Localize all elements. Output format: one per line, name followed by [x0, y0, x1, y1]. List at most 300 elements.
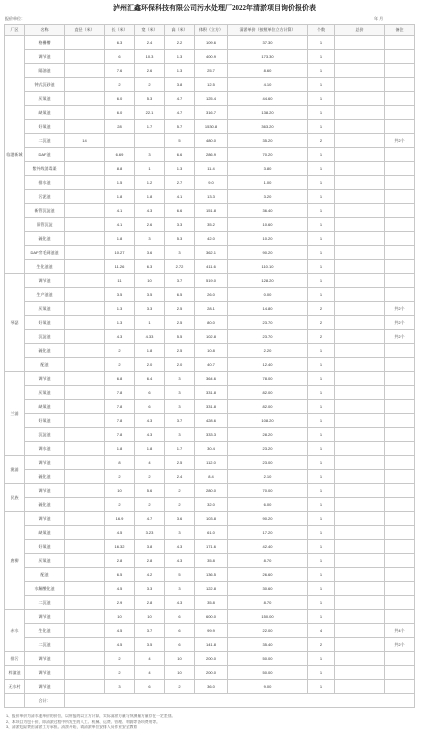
tank-name-cell: 生化池池: [25, 260, 65, 274]
value-cell[interactable]: 44.60: [228, 92, 308, 106]
total-price-cell[interactable]: [335, 582, 385, 596]
value-cell: 3: [135, 148, 165, 162]
total-price-cell[interactable]: [335, 470, 385, 484]
value-cell: [385, 442, 415, 456]
value-cell: 1: [308, 344, 335, 358]
value-cell[interactable]: 108.20: [228, 414, 308, 428]
value-cell: 2.5: [165, 456, 195, 470]
value-cell: [385, 260, 415, 274]
value-cell[interactable]: 90.20: [228, 512, 308, 526]
value-cell: [385, 64, 415, 78]
value-cell: [385, 120, 415, 134]
value-cell: 6: [135, 680, 165, 694]
value-cell: [385, 526, 415, 540]
total-price-cell[interactable]: [335, 666, 385, 680]
value-cell[interactable]: 12.40: [228, 358, 308, 372]
value-cell: 1.3: [165, 64, 195, 78]
table-row: [5, 176, 415, 190]
total-price-cell[interactable]: [335, 218, 385, 232]
value-cell: 3: [165, 400, 195, 414]
tank-name-cell: 二沉池: [25, 596, 65, 610]
value-cell: 11.26: [105, 260, 135, 274]
value-cell[interactable]: 82.00: [228, 400, 308, 414]
value-cell: 1: [308, 274, 335, 288]
value-cell: 9.0: [195, 176, 228, 190]
value-cell: [385, 428, 415, 442]
value-cell: 103.8: [195, 512, 228, 526]
value-cell: 4.3: [165, 554, 195, 568]
value-cell[interactable]: 3.20: [228, 190, 308, 204]
total-price-cell[interactable]: [335, 232, 385, 246]
value-cell: [65, 330, 105, 344]
value-cell: 1.8: [105, 442, 135, 456]
value-cell: 10.8: [195, 344, 228, 358]
value-cell: [65, 148, 105, 162]
value-cell[interactable]: 8.60: [228, 64, 308, 78]
table-row: [5, 260, 415, 274]
table-row: [5, 134, 415, 148]
value-cell[interactable]: 82.00: [228, 386, 308, 400]
value-cell: 1530.8: [195, 120, 228, 134]
value-cell[interactable]: 30.60: [228, 582, 308, 596]
value-cell: 1.2: [135, 176, 165, 190]
value-cell: 2.5: [165, 302, 195, 316]
total-price-cell[interactable]: [335, 484, 385, 498]
value-cell: 3.5: [135, 638, 165, 652]
total-price-cell[interactable]: [335, 414, 385, 428]
value-cell: 3.23: [135, 526, 165, 540]
tank-name-cell: 调节池: [25, 372, 65, 386]
value-cell: 6.5: [105, 568, 135, 582]
total-price-cell[interactable]: [335, 106, 385, 120]
value-cell[interactable]: 4.10: [228, 78, 308, 92]
value-cell: 4: [135, 456, 165, 470]
value-cell[interactable]: 363.20: [228, 120, 308, 134]
value-cell: 3.5: [105, 288, 135, 302]
value-cell[interactable]: 138.20: [228, 106, 308, 120]
total-price-cell[interactable]: [335, 610, 385, 624]
value-cell: [65, 582, 105, 596]
value-cell: 1: [308, 680, 335, 694]
table-row: [5, 442, 415, 456]
total-price-cell[interactable]: [335, 176, 385, 190]
value-cell[interactable]: 8.70: [228, 596, 308, 610]
column-header: 厂区: [5, 25, 25, 36]
value-cell: [65, 568, 105, 582]
value-cell: 2.0: [135, 358, 165, 372]
value-cell: 1: [308, 36, 335, 50]
value-cell: 7.8: [105, 386, 135, 400]
value-cell: 6.3: [135, 260, 165, 274]
value-cell[interactable]: 9.00: [228, 680, 308, 694]
value-cell[interactable]: 17.20: [228, 526, 308, 540]
value-cell[interactable]: 23.20: [228, 442, 308, 456]
value-cell: [65, 414, 105, 428]
value-cell: 1.7: [135, 120, 165, 134]
total-price-cell[interactable]: [335, 680, 385, 694]
plant-area-cell: 唐柳: [5, 512, 25, 610]
value-cell: 1: [135, 316, 165, 330]
total-price-cell[interactable]: [335, 638, 385, 652]
tank-name-cell: 调节池: [25, 512, 65, 526]
value-cell[interactable]: 35.40: [228, 638, 308, 652]
quote-table: [4, 24, 415, 708]
total-price-cell[interactable]: [335, 386, 385, 400]
value-cell: 12.5: [195, 78, 228, 92]
value-cell[interactable]: 3.80: [228, 162, 308, 176]
value-cell[interactable]: 23.00: [228, 456, 308, 470]
table-row: [5, 274, 415, 288]
value-cell: [65, 316, 105, 330]
value-cell: 1: [308, 148, 335, 162]
tank-name-cell: 水解酸化池: [25, 582, 65, 596]
value-cell[interactable]: 22.00: [228, 624, 308, 638]
value-cell: 1: [308, 120, 335, 134]
value-cell: 3.8: [135, 540, 165, 554]
value-cell: 10.3: [135, 50, 165, 64]
value-cell: 5: [165, 134, 195, 148]
tank-name-cell: 配池: [25, 358, 65, 372]
table-row: [5, 470, 415, 484]
table-row: [5, 288, 415, 302]
value-cell: 2: [308, 330, 335, 344]
value-cell[interactable]: 37.30: [228, 36, 308, 50]
table-row: [5, 414, 415, 428]
value-cell: 2.8: [105, 554, 135, 568]
total-price-cell[interactable]: [335, 204, 385, 218]
value-cell: 2.5: [165, 316, 195, 330]
table-row: [5, 428, 415, 442]
value-cell[interactable]: 90.20: [228, 246, 308, 260]
value-cell: 4.3: [105, 330, 135, 344]
tank-name-cell: 调节池: [25, 652, 65, 666]
value-cell[interactable]: 2.20: [228, 344, 308, 358]
value-cell: [385, 610, 415, 624]
table-row: [5, 386, 415, 400]
value-cell[interactable]: 10.60: [228, 218, 308, 232]
value-cell[interactable]: 128.20: [228, 274, 308, 288]
value-cell: 1: [308, 568, 335, 582]
value-cell: 4.3: [165, 540, 195, 554]
value-cell: 2: [105, 344, 135, 358]
value-cell: 99.9: [195, 624, 228, 638]
tank-name-cell: 硫化池: [25, 470, 65, 484]
total-price-cell[interactable]: [335, 568, 385, 582]
total-price-cell[interactable]: [335, 372, 385, 386]
column-header: 备注: [385, 25, 415, 36]
value-cell: 2.4: [135, 36, 165, 50]
value-cell: 35.8: [195, 554, 228, 568]
tank-name-cell: 好氧池: [25, 414, 65, 428]
value-cell[interactable]: 35.20: [228, 134, 308, 148]
value-cell: [65, 92, 105, 106]
table-row: [5, 652, 415, 666]
total-price-cell[interactable]: [335, 134, 385, 148]
value-cell: 1: [308, 288, 335, 302]
value-cell: 4.7: [135, 512, 165, 526]
total-value-cell[interactable]: [65, 694, 415, 708]
value-cell[interactable]: 173.30: [228, 50, 308, 64]
value-cell[interactable]: 10.20: [228, 232, 308, 246]
total-price-cell[interactable]: [335, 260, 385, 274]
total-price-cell[interactable]: [335, 162, 385, 176]
value-cell[interactable]: 23.70: [228, 330, 308, 344]
total-price-cell[interactable]: [335, 498, 385, 512]
total-price-cell[interactable]: [335, 526, 385, 540]
value-cell: 3: [165, 526, 195, 540]
value-cell: 1: [135, 162, 165, 176]
plant-area-cell: 排污: [5, 652, 25, 666]
tank-name-cell: 缺氧池: [25, 526, 65, 540]
value-cell: 286.9: [195, 148, 228, 162]
value-cell: 280.0: [195, 484, 228, 498]
plant-area-cell: 无水村: [5, 680, 25, 694]
value-cell: 共2个: [385, 302, 415, 316]
value-cell[interactable]: 1.00: [228, 176, 308, 190]
value-cell[interactable]: 70.00: [228, 484, 308, 498]
total-price-cell[interactable]: [335, 50, 385, 64]
total-price-cell[interactable]: [335, 358, 385, 372]
total-price-cell[interactable]: [335, 512, 385, 526]
tank-name-cell: 调节池: [25, 50, 65, 64]
column-header: 体积（立方）: [195, 25, 228, 36]
value-cell[interactable]: 110.10: [228, 260, 308, 274]
tank-name-cell: 好氧池: [25, 120, 65, 134]
total-price-cell[interactable]: [335, 302, 385, 316]
value-cell: [385, 50, 415, 64]
value-cell: 10: [135, 274, 165, 288]
value-cell: 1: [308, 400, 335, 414]
value-cell[interactable]: 0.00: [228, 288, 308, 302]
table-row: [5, 554, 415, 568]
value-cell: [65, 526, 105, 540]
value-cell: [385, 554, 415, 568]
total-price-cell[interactable]: [335, 288, 385, 302]
total-price-cell[interactable]: [335, 344, 385, 358]
value-cell: 4.5: [105, 582, 135, 596]
value-cell: 1: [308, 386, 335, 400]
total-price-cell[interactable]: [335, 64, 385, 78]
date-label: 年 月: [374, 16, 384, 21]
value-cell: 1.8: [135, 344, 165, 358]
value-cell: 3.3: [135, 302, 165, 316]
total-price-cell[interactable]: [335, 92, 385, 106]
value-cell: 2.72: [165, 260, 195, 274]
total-price-cell[interactable]: [335, 78, 385, 92]
tank-name-cell: 沉淀池: [25, 428, 65, 442]
table-row: [5, 50, 415, 64]
value-cell: [65, 428, 105, 442]
table-row: [5, 484, 415, 498]
value-cell: [385, 344, 415, 358]
value-cell: 6: [165, 624, 195, 638]
table-row: [5, 400, 415, 414]
value-cell: [385, 652, 415, 666]
value-cell[interactable]: 14.80: [228, 302, 308, 316]
tank-name-cell: 新管沉淀池: [25, 204, 65, 218]
value-cell: 36.0: [195, 680, 228, 694]
value-cell: 2.9: [105, 596, 135, 610]
value-cell[interactable]: 70.20: [228, 148, 308, 162]
value-cell: [385, 540, 415, 554]
value-cell: [385, 78, 415, 92]
value-cell: 1: [308, 442, 335, 456]
value-cell: [385, 568, 415, 582]
total-price-cell[interactable]: [335, 442, 385, 456]
value-cell: 1: [308, 484, 335, 498]
tank-name-cell: 调节池: [25, 610, 65, 624]
value-cell: [65, 358, 105, 372]
value-cell[interactable]: 150.00: [228, 610, 308, 624]
plant-area-cell: 琴瑟: [5, 274, 25, 372]
table-row: [5, 512, 415, 526]
value-cell: 16.32: [105, 540, 135, 554]
quoting-unit-label: 报价单位：: [5, 16, 25, 21]
total-price-cell[interactable]: [335, 330, 385, 344]
value-cell[interactable]: 2.10: [228, 470, 308, 484]
tank-name-cell: 调节池: [25, 456, 65, 470]
value-cell: 3: [165, 428, 195, 442]
table-row: [5, 78, 415, 92]
value-cell: [385, 512, 415, 526]
value-cell: [385, 274, 415, 288]
value-cell: [135, 134, 165, 148]
total-blank-cell: [5, 694, 25, 708]
value-cell: [385, 106, 415, 120]
value-cell: [65, 50, 105, 64]
total-price-cell[interactable]: [335, 246, 385, 260]
value-cell: 600.0: [195, 610, 228, 624]
value-cell: [65, 512, 105, 526]
value-cell: 6: [135, 400, 165, 414]
value-cell: 6.3: [105, 36, 135, 50]
value-cell: 109.6: [195, 36, 228, 50]
value-cell[interactable]: 8.70: [228, 554, 308, 568]
value-cell[interactable]: 23.70: [228, 316, 308, 330]
tank-name-cell: 调节池: [25, 484, 65, 498]
value-cell: 6: [165, 610, 195, 624]
total-price-cell[interactable]: [335, 148, 385, 162]
value-cell: 2: [308, 134, 335, 148]
total-price-cell[interactable]: [335, 400, 385, 414]
value-cell: 4.1: [105, 218, 135, 232]
total-price-cell[interactable]: [335, 554, 385, 568]
value-cell: [65, 36, 105, 50]
value-cell[interactable]: 28.20: [228, 428, 308, 442]
value-cell: 136.5: [195, 568, 228, 582]
total-price-cell[interactable]: [335, 36, 385, 50]
value-cell[interactable]: 78.00: [228, 372, 308, 386]
value-cell[interactable]: 6.00: [228, 498, 308, 512]
tank-name-cell: DAF旁毛网池池: [25, 246, 65, 260]
total-price-cell[interactable]: [335, 316, 385, 330]
total-price-cell[interactable]: [335, 596, 385, 610]
value-cell: 11.4: [195, 162, 228, 176]
value-cell: 362.1: [195, 246, 228, 260]
value-cell[interactable]: 42.40: [228, 540, 308, 554]
value-cell: 2: [105, 470, 135, 484]
value-cell: [65, 666, 105, 680]
value-cell[interactable]: 36.40: [228, 204, 308, 218]
value-cell: 2.8: [135, 554, 165, 568]
total-price-cell[interactable]: [335, 428, 385, 442]
value-cell: 3: [105, 680, 135, 694]
value-cell: [385, 148, 415, 162]
value-cell: [105, 134, 135, 148]
table-row: [5, 526, 415, 540]
value-cell: [385, 484, 415, 498]
note-line: 1、报价单价为清水池单价的价位，以所报的以立方计算，实际清淤方量与须测量方量存在一定差别。: [6, 714, 176, 718]
total-price-cell[interactable]: [335, 456, 385, 470]
value-cell: 1: [308, 610, 335, 624]
tank-name-cell: 厌氧池: [25, 92, 65, 106]
value-cell: [65, 232, 105, 246]
table-row: [5, 120, 415, 134]
value-cell[interactable]: 50.00: [228, 652, 308, 666]
value-cell: 3.7: [165, 274, 195, 288]
value-cell: 1: [308, 204, 335, 218]
value-cell[interactable]: 50.00: [228, 666, 308, 680]
value-cell: 2: [105, 498, 135, 512]
table-row: [5, 540, 415, 554]
value-cell: [65, 274, 105, 288]
total-price-cell[interactable]: [335, 540, 385, 554]
value-cell: [385, 36, 415, 50]
column-header: 名称: [25, 25, 65, 36]
value-cell[interactable]: 26.60: [228, 568, 308, 582]
table-row: [5, 358, 415, 372]
value-cell: [65, 246, 105, 260]
value-cell: 3.6: [135, 246, 165, 260]
tank-name-cell: 缺氧池: [25, 400, 65, 414]
table-row: [5, 568, 415, 582]
value-cell: 1: [308, 470, 335, 484]
table-row: [5, 624, 415, 638]
total-price-cell[interactable]: [335, 624, 385, 638]
value-cell: 4.3: [135, 428, 165, 442]
table-row: [5, 680, 415, 694]
value-cell: 1.3: [105, 316, 135, 330]
value-cell: [385, 456, 415, 470]
value-cell: [65, 106, 105, 120]
value-cell: [385, 246, 415, 260]
value-cell: 1: [308, 554, 335, 568]
total-price-cell[interactable]: [335, 652, 385, 666]
table-row: [5, 316, 415, 330]
value-cell: 4: [308, 624, 335, 638]
value-cell: 32.0: [195, 498, 228, 512]
value-cell: 5.3: [165, 232, 195, 246]
total-price-cell[interactable]: [335, 120, 385, 134]
table-row: [5, 218, 415, 232]
table-row: [5, 92, 415, 106]
total-row: [5, 694, 415, 708]
value-cell: 4.3: [135, 204, 165, 218]
table-row: [5, 596, 415, 610]
total-price-cell[interactable]: [335, 274, 385, 288]
total-price-cell[interactable]: [335, 190, 385, 204]
value-cell: 10: [105, 610, 135, 624]
value-cell: 7.6: [105, 64, 135, 78]
value-cell: 519.0: [195, 274, 228, 288]
value-cell: 1.7: [165, 442, 195, 456]
table-row: [5, 106, 415, 120]
value-cell: [65, 470, 105, 484]
value-cell: [385, 414, 415, 428]
value-cell: 112.0: [195, 456, 228, 470]
value-cell: 2: [308, 316, 335, 330]
value-cell: [65, 78, 105, 92]
